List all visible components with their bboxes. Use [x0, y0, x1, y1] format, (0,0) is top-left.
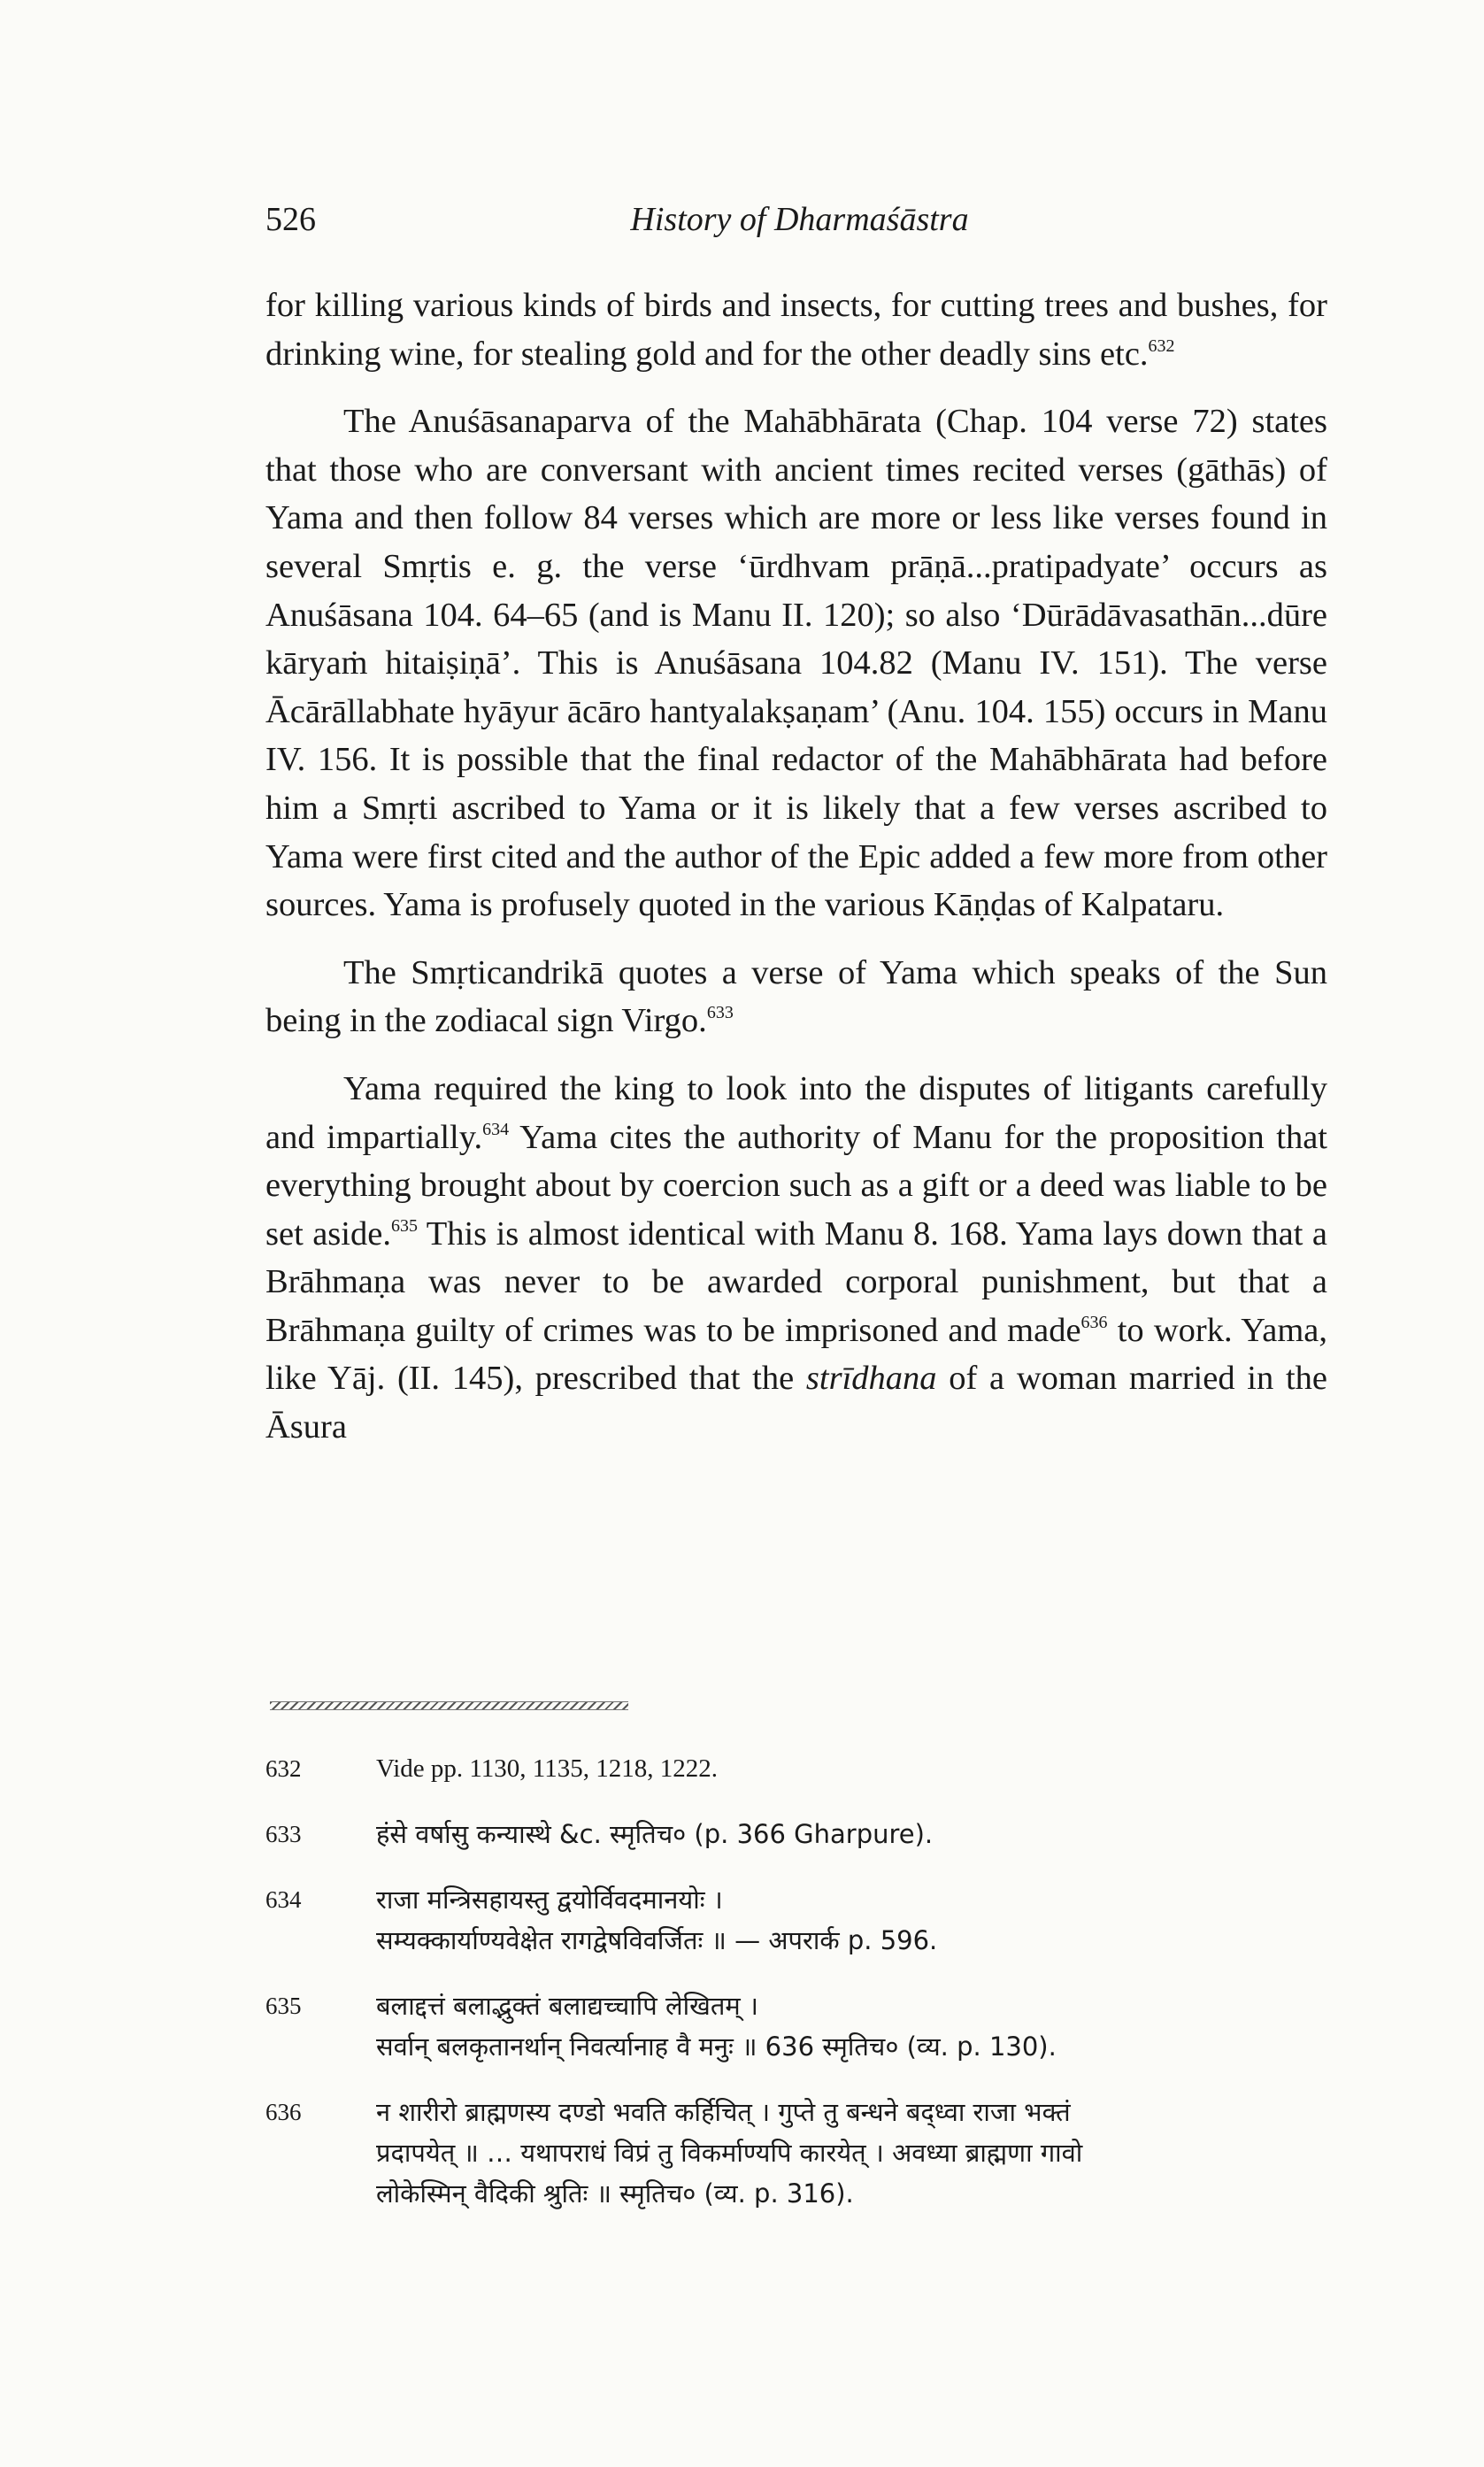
footnote-ref-633[interactable]: 633: [706, 1003, 734, 1023]
stridhana-term: strīdhana: [805, 1360, 937, 1398]
footnote-text: हंसे वर्षासु कन्यास्थे &c. स्मृतिच० (p. 366 Gharpure).: [376, 1819, 934, 1849]
footnote-ref-636[interactable]: 636: [1080, 1312, 1108, 1332]
running-title: History of Dharmaśāstra: [630, 201, 969, 238]
footnote-text: प्रदापयेत् ॥ … यथापराधं विप्रं तु विकर्माण्यपि कारयेत् । अवध्या ब्राह्मणा गावो: [376, 2138, 1083, 2168]
footnote-ref-632[interactable]: 632: [1148, 335, 1175, 356]
footnote-text: न शारीरो ब्राह्मणस्य दण्डो भवति कर्हिचित् । गुप्ते तु बन्धने बद्ध्वा राजा भक्तं: [376, 2097, 1071, 2127]
paragraph-2: The Anuśāsanaparva of the Mahābhārata (Chap. 104 verse 72) states that those who are conversant with ancient times recited verses (gāthās) of Yama and then follow 84 verses which are more or less like verses found in several Smṛtis e. g. the verse ‘ūrdhvam prāṇā...pratipadyate’ occurs as Anuśāsana 104. 64–65 (and is Manu II. 120); so also ‘Dūrādāvasathān...dūre kāryaṁ hitaiṣiṇā’. This is Anuśāsana 104.82 (Manu IV. 151). The verse Ācārāllabhate hyāyur ācāro hantyalakṣaṇam’ (Anu. 104. 155) occurs in Manu IV. 156. It is possible that the final redactor of the Mahābhārata had before him a Smṛti ascribed to Yama or it is likely that a few verses ascribed to Yama were first cited and the author of the Epic added a few more from other sources. Yama is profusely quoted in the various Kāṇḍas of Kalpataru.: [265, 403, 1327, 924]
page-header: [265, 200, 1334, 253]
footnote-634: [265, 1879, 1336, 1961]
footnote-636: [265, 2092, 1336, 2214]
footnote-text: Vide pp. 1130, 1135, 1218, 1222.: [376, 1754, 718, 1783]
footnote-ref-635[interactable]: 635: [390, 1215, 418, 1236]
page-number: 526: [265, 201, 316, 238]
footnote-number: 633: [265, 1821, 302, 1847]
footnote-632: [265, 1748, 1336, 1789]
footnotes: [265, 1748, 1336, 2239]
footnote-633: [265, 1814, 1336, 1854]
footnote-number: 634: [265, 1886, 302, 1913]
footnote-number: 635: [265, 1993, 302, 2019]
footnote-number: 632: [265, 1755, 302, 1782]
footnote-text: बलाद्दत्तं बलाद्भुक्तं बलाद्यच्चापि लेखितम् ।: [376, 1991, 758, 2021]
footnote-635: [265, 1985, 1336, 2067]
paragraph-3: The Smṛticandrikā quotes a verse of Yama which speaks of the Sun being in the zodiacal sign Virgo.$^{633}$: [265, 953, 1327, 1040]
footnote-ref-634[interactable]: 634: [482, 1119, 510, 1139]
footnote-separator: [270, 1701, 628, 1710]
footnote-text: लोकेस्मिन् वैदिकी श्रुतिः ॥ स्मृतिच० (व्य. p. 316).: [376, 2178, 854, 2209]
main-text: [265, 281, 1327, 1471]
footnote-text: राजा मन्त्रिसहायस्तु द्वयोर्विवदमानयोः ।: [376, 1885, 723, 1915]
footnote-number: 636: [265, 2099, 302, 2125]
footnote-text: सर्वान् बलकृतानर्थान् निवर्त्यानाह वै मनुः ॥ 636 स्मृतिच० (व्य. p. 130).: [376, 2031, 1057, 2062]
paragraph-1: for killing various kinds of birds and insects, for cutting trees and bushes, for drinking wine, for stealing gold and for the other deadly sins etc.$^{632}$: [265, 287, 1327, 373]
paragraph-4: Yama required the king to look into the disputes of litigants carefully and impartially.$^{634}$ Yama cites the authority of Manu for the proposition that everything brought about by coercion such as a gift or a deed was liable to be set aside.$^{635}$ This is almost identical with Manu 8. 168. Yama lays down that a Brāhmaṇa was never to be awarded corporal punishment, but that a Brāhmaṇa guilty of crimes was to be imprisoned and made$^{636}$ to work. Yama, like Yāj. (II. 145), prescribed that the strīdhana of a woman married in the Āsura: [265, 1069, 1328, 1446]
footnote-text: सम्यक्कार्याण्यवेक्षेत रागद्वेषविवर्जितः ॥ — अपरार्क p. 596.: [376, 1925, 938, 1955]
